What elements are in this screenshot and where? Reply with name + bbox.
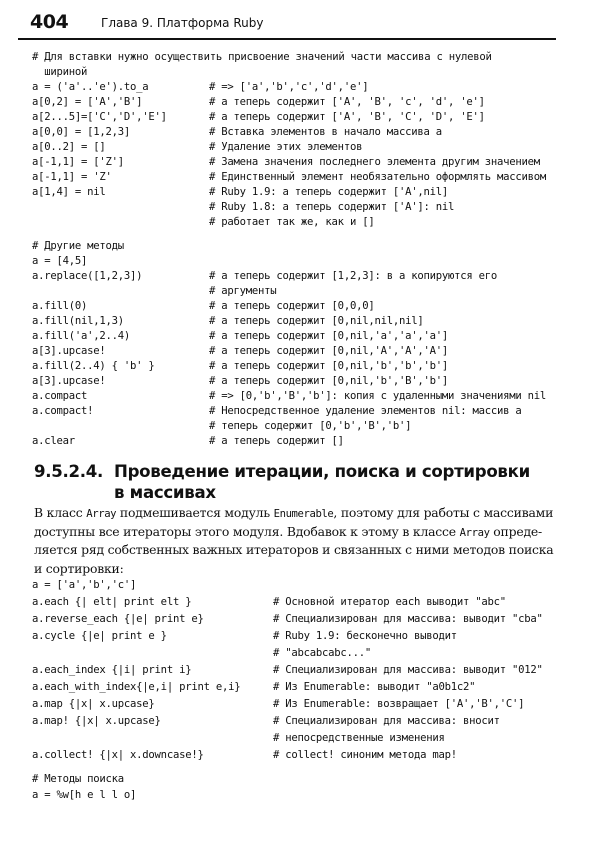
- code-line: a = ['a','b','c']: [32, 579, 137, 591]
- code-line: a[0,0] = [1,2,3]: [32, 126, 131, 138]
- code-line: a.fill(0): [32, 300, 88, 312]
- page-header: [18, 8, 556, 40]
- code-line: a = [4,5]: [32, 255, 88, 267]
- code-comment: # Специализирован для массива: вносит: [273, 715, 500, 727]
- code-line: a = ('a'..'e').to_a: [32, 81, 149, 93]
- code-line: a.fill(nil,1,3): [32, 315, 124, 327]
- paragraph-line: ляется ряд собственных важных итераторов и связанных с ними методов поиска: [34, 542, 554, 558]
- code-comment: # а теперь содержит [1,2,3]: в а копируются его: [209, 270, 498, 282]
- code-line: a[0,2] = ['A','B']: [32, 96, 143, 108]
- code-comment: # теперь содержит [0,'b','B','b']: [209, 420, 412, 432]
- code-line: a.replace([1,2,3]): [32, 270, 143, 282]
- code-comment: # Специализирован для массива: выводит "012": [273, 664, 543, 676]
- text-run: , поэтому для работы с массивами: [333, 505, 554, 520]
- code-line: шириной: [32, 66, 88, 78]
- code-comment: # Непосредственное удаление элементов nil: массив а: [209, 405, 522, 417]
- code-line: a = %w[h e l l o]: [32, 789, 137, 801]
- code-line: a[-1,1] = ['Z']: [32, 156, 124, 168]
- code-line: a.compact!: [32, 405, 94, 417]
- code-comment: # Удаление этих элементов: [209, 141, 363, 153]
- paragraph-line: [34, 523, 566, 542]
- page-number: 404: [30, 11, 69, 33]
- paragraph-line: [34, 504, 566, 523]
- inline-code: Enumerable: [273, 508, 334, 520]
- code-line: a.fill(2..4) { 'b' }: [32, 360, 155, 372]
- code-comment: # а теперь содержит [0,nil,'b','B','b']: [209, 375, 448, 387]
- code-line: a.fill('a',2..4): [32, 330, 131, 342]
- code-comment: # Вставка элементов в начало массива a: [209, 126, 442, 138]
- code-comment: # Единственный элемент необязательно оформлять массивом: [209, 171, 547, 183]
- text-run: подмешивается модуль: [116, 505, 274, 520]
- code-line: a.map! {|x| x.upcase}: [32, 715, 161, 727]
- code-line: a.clear: [32, 435, 75, 447]
- text-run: доступны все итераторы этого модуля. Вдобавок к этому в классе: [34, 523, 460, 539]
- code-block-array-assignment: [32, 50, 572, 470]
- inline-code: Array: [86, 508, 117, 520]
- code-comment: # Из Enumerable: выводит "a0b1c2": [273, 681, 476, 693]
- code-comment: # Из Enumerable: возвращает ['A','B','C']: [273, 698, 525, 710]
- section-heading: [34, 461, 564, 503]
- body-paragraph: [34, 504, 566, 578]
- code-comment: # => [0,'b','B','b']: копия с удаленными значениями nil: [209, 390, 547, 402]
- code-comment: # аргументы: [209, 285, 277, 297]
- code-comment: # непосредственные изменения: [273, 732, 445, 744]
- code-line: # Другие методы: [32, 240, 124, 252]
- code-comment: # Замена значения последнего элемента другим значением: [209, 156, 540, 168]
- code-comment: # а теперь содержит [0,nil,'A','A','A']: [209, 345, 448, 357]
- code-comment: # "abcabcabc...": [273, 647, 372, 659]
- code-block-iteration: [32, 578, 572, 803]
- text-run: опреде-: [489, 523, 543, 539]
- inline-code: Array: [459, 526, 490, 539]
- code-comment: # Ruby 1.9: бесконечно выводит: [273, 630, 457, 642]
- code-line: a[0..2] = []: [32, 141, 106, 153]
- code-line: a[2...5]=['C','D','E']: [32, 111, 167, 123]
- code-line: a.cycle {|e| print e }: [32, 630, 167, 642]
- code-comment: # а теперь содержит []: [209, 435, 344, 447]
- code-comment: # а теперь содержит [0,nil,nil,nil]: [209, 315, 424, 327]
- code-comment: # а теперь содержит [0,nil,'a','a','a']: [209, 330, 448, 342]
- section-number: 9.5.2.4.: [34, 462, 103, 481]
- paragraph-line: и сортировки:: [34, 560, 124, 576]
- code-comment: # а теперь содержит [0,nil,'b','b','b']: [209, 360, 448, 372]
- code-line: a.each {| elt| print elt }: [32, 596, 192, 608]
- code-line: a.reverse_each {|e| print e}: [32, 613, 204, 625]
- code-line: a[-1,1] = 'Z': [32, 171, 112, 183]
- code-comment: # Ruby 1.8: а теперь содержит ['A']: nil: [209, 201, 455, 213]
- section-title-line2: в массивах: [114, 483, 216, 502]
- code-line: a.each_index {|i| print i}: [32, 664, 192, 676]
- code-comment: # а теперь содержит [0,0,0]: [209, 300, 375, 312]
- section-title-line1: Проведение итерации, поиска и сортировки: [114, 462, 530, 481]
- code-line: a.each_with_index{|e,i| print e,i}: [32, 681, 241, 693]
- code-comment: # collect! синоним метода map!: [273, 749, 457, 761]
- code-line: # Для вставки нужно осуществить присвоение значений части массива с нулевой: [32, 51, 492, 63]
- code-comment: # Основной итератор each выводит "abc": [273, 596, 506, 608]
- code-line: a.collect! {|x| x.downcase!}: [32, 749, 204, 761]
- chapter-title: Глава 9. Платформа Ruby: [101, 16, 264, 30]
- code-comment: # а теперь содержит ['A', 'B', 'c', 'd', 'e']: [209, 96, 485, 108]
- code-comment: # Специализирован для массива: выводит "cba": [273, 613, 543, 625]
- code-line: a[3].upcase!: [32, 375, 106, 387]
- code-line: a.compact: [32, 390, 88, 402]
- code-comment: # => ['a','b','c','d','e']: [209, 81, 369, 93]
- code-comment: # работает так же, как и []: [209, 216, 375, 228]
- text-run: В класс: [34, 505, 87, 520]
- code-line: a[3].upcase!: [32, 345, 106, 357]
- code-line: a[1,4] = nil: [32, 186, 106, 198]
- code-comment: # а теперь содержит ['A', 'B', 'C', 'D', 'E']: [209, 111, 485, 123]
- code-line: # Методы поиска: [32, 773, 124, 785]
- code-line: a.map {|x| x.upcase}: [32, 698, 155, 710]
- code-comment: # Ruby 1.9: а теперь содержит ['A',nil]: [209, 186, 448, 198]
